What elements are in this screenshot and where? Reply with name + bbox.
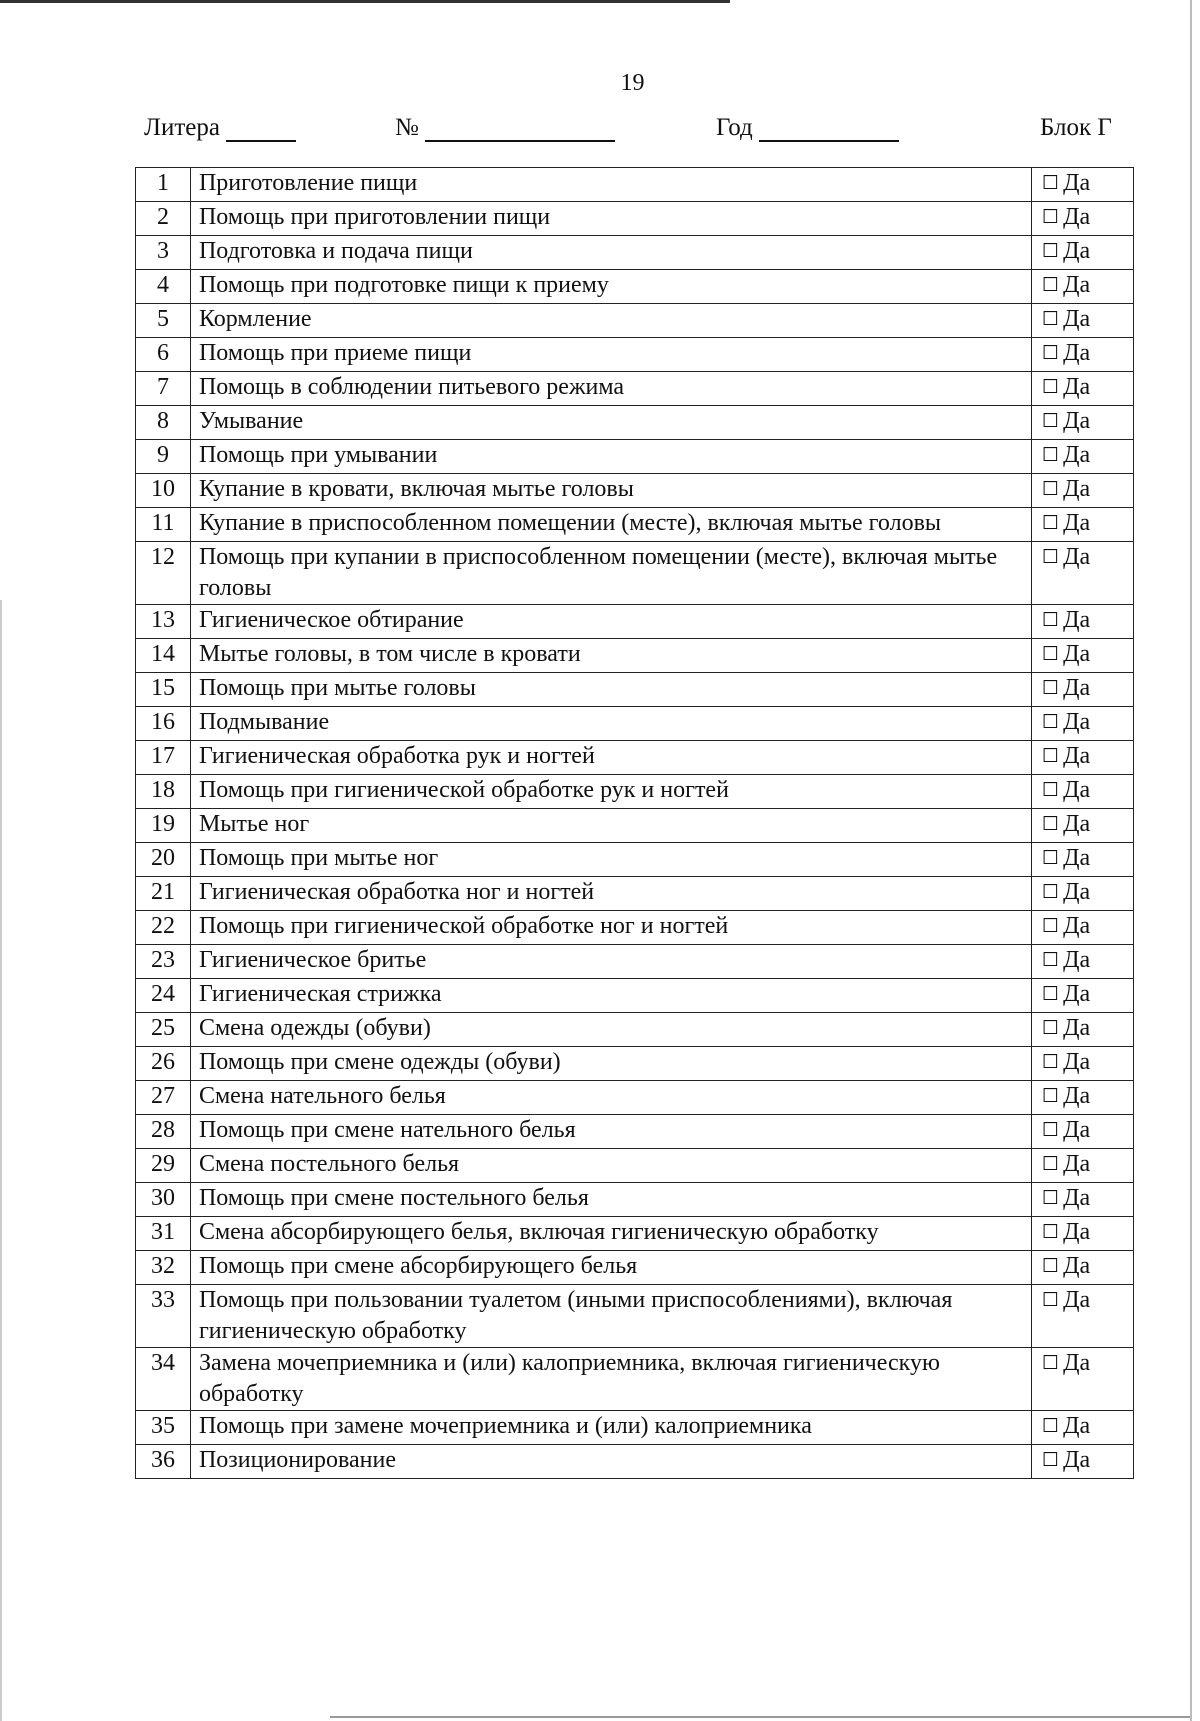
service-description: Приготовление пищи [190,168,1031,202]
table-row [136,673,1134,707]
yes-label: Да [1063,204,1091,230]
litera-blank-line[interactable] [226,116,296,142]
scan-edge-top [0,0,730,3]
row-number: 20 [136,843,191,877]
row-number: 32 [136,1251,191,1285]
yes-label: Да [1063,476,1091,502]
yes-option[interactable] [1032,372,1134,406]
table-row [136,202,1134,236]
service-description: Помощь при приеме пищи [190,338,1031,372]
table-row [136,639,1134,673]
yes-option[interactable] [1032,1251,1134,1285]
checkbox-icon[interactable]: ☐ [1042,1051,1060,1073]
year-field [716,114,899,142]
checkbox-icon[interactable]: ☐ [1042,881,1060,903]
table-row [136,1183,1134,1217]
yes-option[interactable] [1032,474,1134,508]
yes-option[interactable] [1032,508,1134,542]
row-number: 24 [136,979,191,1013]
service-description: Замена мочеприемника и (или) калоприемника, включая гигиеническую обработку [190,1348,1031,1411]
table-row [136,1047,1134,1081]
row-number: 9 [136,440,191,474]
table-row [136,1348,1134,1411]
table-row [136,809,1134,843]
table-row [136,1251,1134,1285]
yes-option[interactable] [1032,1411,1134,1445]
table-row [136,741,1134,775]
checkbox-icon[interactable]: ☐ [1042,813,1060,835]
checkbox-icon[interactable]: ☐ [1042,444,1060,466]
checkbox-icon[interactable]: ☐ [1042,512,1060,534]
row-number: 8 [136,406,191,440]
yes-option[interactable] [1032,1047,1134,1081]
yes-label: Да [1063,170,1091,196]
yes-label: Да [1063,510,1091,536]
yes-label: Да [1063,1447,1091,1473]
checkbox-icon[interactable]: ☐ [1042,1017,1060,1039]
row-number: 25 [136,1013,191,1047]
row-number: 35 [136,1411,191,1445]
yes-option[interactable] [1032,605,1134,639]
yes-label: Да [1063,1049,1091,1075]
table-row [136,338,1134,372]
row-number: 34 [136,1348,191,1411]
checkbox-icon[interactable]: ☐ [1042,376,1060,398]
row-number: 14 [136,639,191,673]
yes-label: Да [1063,340,1091,366]
service-description: Помощь в соблюдении питьевого режима [190,372,1031,406]
checkbox-icon[interactable]: ☐ [1042,206,1060,228]
yes-label: Да [1063,544,1091,570]
checkbox-icon[interactable]: ☐ [1042,1119,1060,1141]
form-header [0,114,1200,150]
yes-label: Да [1063,238,1091,264]
table-row [136,406,1134,440]
service-description: Купание в кровати, включая мытье головы [190,474,1031,508]
service-description: Помощь при подготовке пищи к приему [190,270,1031,304]
yes-option[interactable] [1032,707,1134,741]
yes-label: Да [1063,743,1091,769]
yes-option[interactable] [1032,775,1134,809]
yes-label: Да [1063,1083,1091,1109]
checkbox-icon[interactable]: ☐ [1042,1187,1060,1209]
yes-label: Да [1063,374,1091,400]
yes-label: Да [1063,1219,1091,1245]
service-description: Помощь при приготовлении пищи [190,202,1031,236]
checkbox-icon[interactable]: ☐ [1042,410,1060,432]
yes-option[interactable] [1032,542,1134,605]
service-description: Помощь при гигиенической обработке ног и ногтей [190,911,1031,945]
yes-label: Да [1063,272,1091,298]
checkbox-icon[interactable]: ☐ [1042,711,1060,733]
litera-field [144,114,296,142]
table-row [136,270,1134,304]
row-number: 16 [136,707,191,741]
table-row [136,843,1134,877]
checkbox-icon[interactable]: ☐ [1042,949,1060,971]
yes-label: Да [1063,607,1091,633]
yes-label: Да [1063,1350,1091,1376]
service-description: Помощь при мытье головы [190,673,1031,707]
checkbox-icon[interactable]: ☐ [1042,478,1060,500]
service-description: Подмывание [190,707,1031,741]
table-row [136,1149,1134,1183]
yes-option[interactable] [1032,168,1134,202]
number-blank-line[interactable] [425,116,615,142]
yes-option[interactable] [1032,945,1134,979]
yes-option[interactable] [1032,406,1134,440]
checkbox-icon[interactable]: ☐ [1042,1085,1060,1107]
service-description: Помощь при смене постельного белья [190,1183,1031,1217]
yes-option[interactable] [1032,673,1134,707]
table-row [136,979,1134,1013]
yes-label: Да [1063,981,1091,1007]
yes-label: Да [1063,408,1091,434]
row-number: 18 [136,775,191,809]
scan-edge-left [0,600,2,1721]
yes-label: Да [1063,777,1091,803]
yes-option[interactable] [1032,304,1134,338]
service-description: Помощь при смене нательного белья [190,1115,1031,1149]
table-row [136,911,1134,945]
table-row [136,775,1134,809]
yes-label: Да [1063,675,1091,701]
yes-option[interactable] [1032,809,1134,843]
yes-option[interactable] [1032,1285,1134,1348]
row-number: 1 [136,168,191,202]
yes-option[interactable] [1032,1217,1134,1251]
service-description: Помощь при смене абсорбирующего белья [190,1251,1031,1285]
row-number: 5 [136,304,191,338]
table-row [136,168,1134,202]
checkbox-icon[interactable]: ☐ [1042,1415,1060,1437]
row-number: 2 [136,202,191,236]
yes-label: Да [1063,1287,1091,1313]
checkbox-icon[interactable]: ☐ [1042,1255,1060,1277]
table-row [136,1081,1134,1115]
checkbox-icon[interactable]: ☐ [1042,1221,1060,1243]
checkbox-icon[interactable]: ☐ [1042,915,1060,937]
number-field [395,114,615,142]
yes-label: Да [1063,947,1091,973]
table-row [136,304,1134,338]
service-description: Помощь при замене мочеприемника и (или) калоприемника [190,1411,1031,1445]
yes-option[interactable] [1032,877,1134,911]
yes-option[interactable] [1032,1348,1134,1411]
service-description: Гигиеническая стрижка [190,979,1031,1013]
page-number: 19 [620,70,645,96]
row-number: 23 [136,945,191,979]
checkbox-icon[interactable]: ☐ [1042,745,1060,767]
table-row [136,1217,1134,1251]
checkbox-icon[interactable]: ☐ [1042,983,1060,1005]
service-description: Умывание [190,406,1031,440]
row-number: 22 [136,911,191,945]
row-number: 10 [136,474,191,508]
litera-label: Литера [144,114,220,141]
table-row [136,1285,1134,1348]
table-row [136,877,1134,911]
yes-label: Да [1063,811,1091,837]
table-row [136,372,1134,406]
yes-option[interactable] [1032,338,1134,372]
row-number: 36 [136,1445,191,1479]
table-row [136,542,1134,605]
checkbox-icon[interactable]: ☐ [1042,172,1060,194]
services-table [135,167,1134,1479]
yes-label: Да [1063,1151,1091,1177]
services-table-body [136,168,1134,1479]
checkbox-icon[interactable]: ☐ [1042,274,1060,296]
yes-option[interactable] [1032,639,1134,673]
yes-option[interactable] [1032,979,1134,1013]
checkbox-icon[interactable]: ☐ [1042,240,1060,262]
service-description: Купание в приспособленном помещении (месте), включая мытье головы [190,508,1031,542]
yes-option[interactable] [1032,236,1134,270]
checkbox-icon[interactable]: ☐ [1042,1449,1060,1471]
yes-label: Да [1063,1185,1091,1211]
service-description: Смена абсорбирующего белья, включая гигиеническую обработку [190,1217,1031,1251]
number-label: № [395,114,419,141]
service-description: Мытье головы, в том числе в кровати [190,639,1031,673]
service-description: Помощь при умывании [190,440,1031,474]
yes-label: Да [1063,1015,1091,1041]
row-number: 7 [136,372,191,406]
checkbox-icon[interactable]: ☐ [1042,779,1060,801]
yes-label: Да [1063,879,1091,905]
table-row [136,1411,1134,1445]
table-row [136,1445,1134,1479]
service-description: Гигиеническое бритье [190,945,1031,979]
row-number: 17 [136,741,191,775]
yes-option[interactable] [1032,1149,1134,1183]
yes-label: Да [1063,306,1091,332]
row-number: 6 [136,338,191,372]
yes-label: Да [1063,442,1091,468]
service-description: Гигиеническая обработка рук и ногтей [190,741,1031,775]
checkbox-icon[interactable]: ☐ [1042,1289,1060,1311]
row-number: 33 [136,1285,191,1348]
yes-label: Да [1063,845,1091,871]
scan-edge-bottom [330,1716,1190,1718]
year-label: Год [716,114,753,141]
row-number: 12 [136,542,191,605]
service-description: Помощь при мытье ног [190,843,1031,877]
service-description: Гигиеническое обтирание [190,605,1031,639]
yes-option[interactable] [1032,440,1134,474]
row-number: 26 [136,1047,191,1081]
checkbox-icon[interactable]: ☐ [1042,677,1060,699]
yes-option[interactable] [1032,741,1134,775]
checkbox-icon[interactable]: ☐ [1042,643,1060,665]
yes-option[interactable] [1032,1183,1134,1217]
service-description: Смена нательного белья [190,1081,1031,1115]
row-number: 27 [136,1081,191,1115]
table-row [136,236,1134,270]
row-number: 29 [136,1149,191,1183]
service-description: Гигиеническая обработка ног и ногтей [190,877,1031,911]
scan-edge-right [1190,0,1192,1721]
checkbox-icon[interactable]: ☐ [1042,308,1060,330]
yes-label: Да [1063,1117,1091,1143]
yes-option[interactable] [1032,1013,1134,1047]
row-number: 28 [136,1115,191,1149]
block-label: Блок Г [1040,114,1112,141]
row-number: 19 [136,809,191,843]
checkbox-icon[interactable]: ☐ [1042,1153,1060,1175]
yes-label: Да [1063,709,1091,735]
service-description: Смена одежды (обуви) [190,1013,1031,1047]
row-number: 3 [136,236,191,270]
service-description: Подготовка и подача пищи [190,236,1031,270]
table-row [136,945,1134,979]
service-description: Помощь при смене одежды (обуви) [190,1047,1031,1081]
table-row [136,707,1134,741]
service-description: Смена постельного белья [190,1149,1031,1183]
table-row [136,474,1134,508]
checkbox-icon[interactable]: ☐ [1042,1352,1060,1374]
checkbox-icon[interactable]: ☐ [1042,847,1060,869]
yes-label: Да [1063,641,1091,667]
checkbox-icon[interactable]: ☐ [1042,609,1060,631]
service-description: Помощь при пользовании туалетом (иными приспособлениями), включая гигиеническую обработку [190,1285,1031,1348]
service-description: Помощь при купании в приспособленном помещении (месте), включая мытье головы [190,542,1031,605]
service-description: Мытье ног [190,809,1031,843]
yes-option[interactable] [1032,843,1134,877]
table-row [136,508,1134,542]
year-blank-line[interactable] [759,116,899,142]
table-row [136,1013,1134,1047]
checkbox-icon[interactable]: ☐ [1042,342,1060,364]
row-number: 11 [136,508,191,542]
table-row [136,1115,1134,1149]
row-number: 13 [136,605,191,639]
checkbox-icon[interactable]: ☐ [1042,546,1060,568]
yes-option[interactable] [1032,911,1134,945]
yes-option[interactable] [1032,1115,1134,1149]
row-number: 15 [136,673,191,707]
service-description: Помощь при гигиенической обработке рук и ногтей [190,775,1031,809]
row-number: 31 [136,1217,191,1251]
row-number: 4 [136,270,191,304]
yes-label: Да [1063,913,1091,939]
service-description: Кормление [190,304,1031,338]
yes-label: Да [1063,1253,1091,1279]
yes-label: Да [1063,1413,1091,1439]
yes-option[interactable] [1032,202,1134,236]
table-row [136,440,1134,474]
yes-option[interactable] [1032,1081,1134,1115]
service-description: Позиционирование [190,1445,1031,1479]
yes-option[interactable] [1032,270,1134,304]
table-row [136,605,1134,639]
row-number: 21 [136,877,191,911]
yes-option[interactable] [1032,1445,1134,1479]
row-number: 30 [136,1183,191,1217]
